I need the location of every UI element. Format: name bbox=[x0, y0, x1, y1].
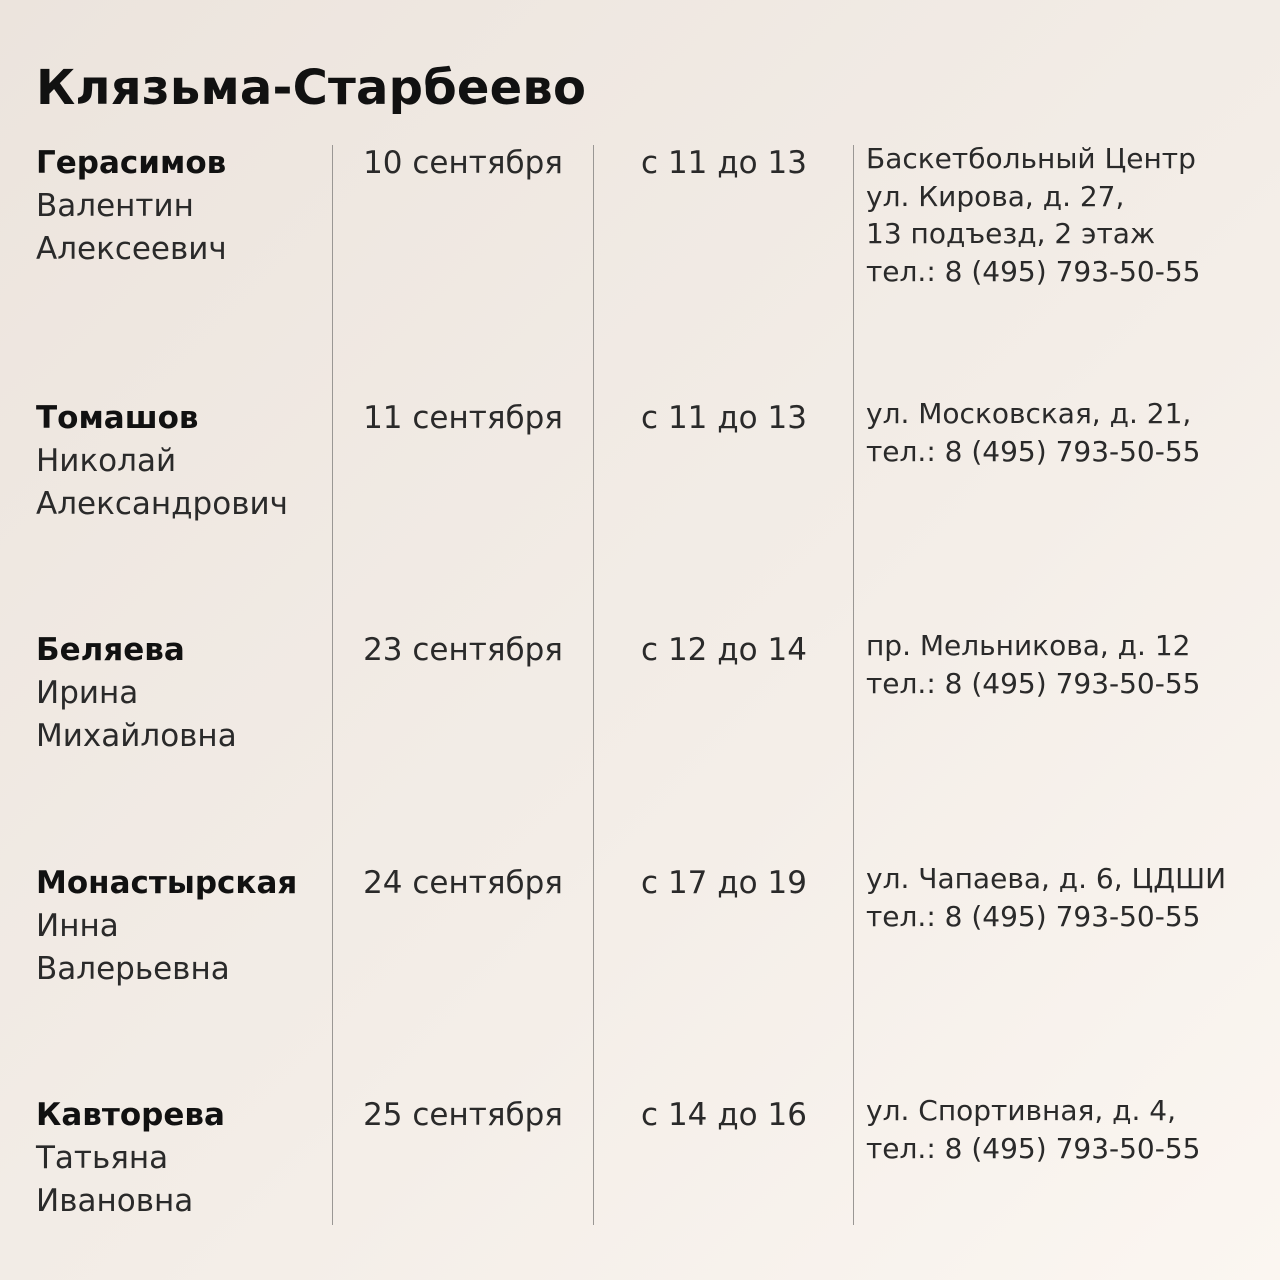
phone-line: тел.: 8 (495) 793-50-55 bbox=[866, 434, 1201, 468]
reception-date: 23 сентября bbox=[363, 632, 563, 668]
first-name: Татьяна bbox=[36, 1140, 169, 1176]
patronymic: Валерьевна bbox=[36, 951, 230, 987]
surname: Кавторева bbox=[36, 1097, 225, 1133]
reception-address bbox=[866, 395, 1266, 470]
person-name bbox=[36, 629, 326, 758]
address-line: 13 подъезд, 2 этаж bbox=[866, 217, 1156, 250]
column-divider bbox=[332, 145, 333, 1225]
first-name: Инна bbox=[36, 908, 119, 944]
phone-line: тел.: 8 (495) 793-50-55 bbox=[866, 254, 1201, 288]
patronymic: Ивановна bbox=[36, 1183, 194, 1219]
reception-time: с 12 до 14 bbox=[641, 632, 807, 668]
patronymic: Михайловна bbox=[36, 718, 237, 754]
phone-line: тел.: 8 (495) 793-50-55 bbox=[866, 899, 1201, 933]
surname: Монастырская bbox=[36, 865, 298, 901]
patronymic: Александрович bbox=[36, 486, 288, 522]
address-line: пр. Мельникова, д. 12 bbox=[866, 629, 1191, 662]
reception-date: 25 сентября bbox=[363, 1097, 563, 1133]
address-line: ул. Чапаева, д. 6, ЦДШИ bbox=[866, 862, 1227, 895]
person-name bbox=[36, 142, 326, 271]
reception-address bbox=[866, 627, 1266, 702]
surname: Герасимов bbox=[36, 145, 227, 181]
person-name bbox=[36, 1094, 326, 1223]
reception-address bbox=[866, 140, 1266, 290]
address-line: ул. Спортивная, д. 4, bbox=[866, 1094, 1177, 1127]
column-divider bbox=[593, 145, 594, 1225]
reception-time: с 11 до 13 bbox=[641, 145, 807, 181]
reception-time: с 14 до 16 bbox=[641, 1097, 807, 1133]
first-name: Ирина bbox=[36, 675, 139, 711]
reception-date: 10 сентября bbox=[363, 145, 563, 181]
patronymic: Алексеевич bbox=[36, 231, 227, 267]
surname: Беляева bbox=[36, 632, 185, 668]
phone-line: тел.: 8 (495) 793-50-55 bbox=[866, 1131, 1201, 1165]
first-name: Николай bbox=[36, 443, 177, 479]
reception-date: 11 сентября bbox=[363, 400, 563, 436]
reception-time: с 17 до 19 bbox=[641, 865, 807, 901]
first-name: Валентин bbox=[36, 188, 194, 224]
person-name bbox=[36, 862, 326, 991]
page-title: Клязьма-Старбеево bbox=[36, 60, 587, 116]
phone-line: тел.: 8 (495) 793-50-55 bbox=[866, 666, 1201, 700]
address-line: ул. Кирова, д. 27, bbox=[866, 179, 1125, 213]
surname: Томашов bbox=[36, 400, 199, 436]
address-line: ул. Московская, д. 21, bbox=[866, 397, 1192, 430]
reception-address bbox=[866, 860, 1266, 935]
reception-time: с 11 до 13 bbox=[641, 400, 807, 436]
reception-address bbox=[866, 1092, 1266, 1167]
column-divider bbox=[853, 145, 854, 1225]
reception-date: 24 сентября bbox=[363, 865, 563, 901]
person-name bbox=[36, 397, 326, 526]
address-line: Баскетбольный Центр bbox=[866, 142, 1196, 175]
